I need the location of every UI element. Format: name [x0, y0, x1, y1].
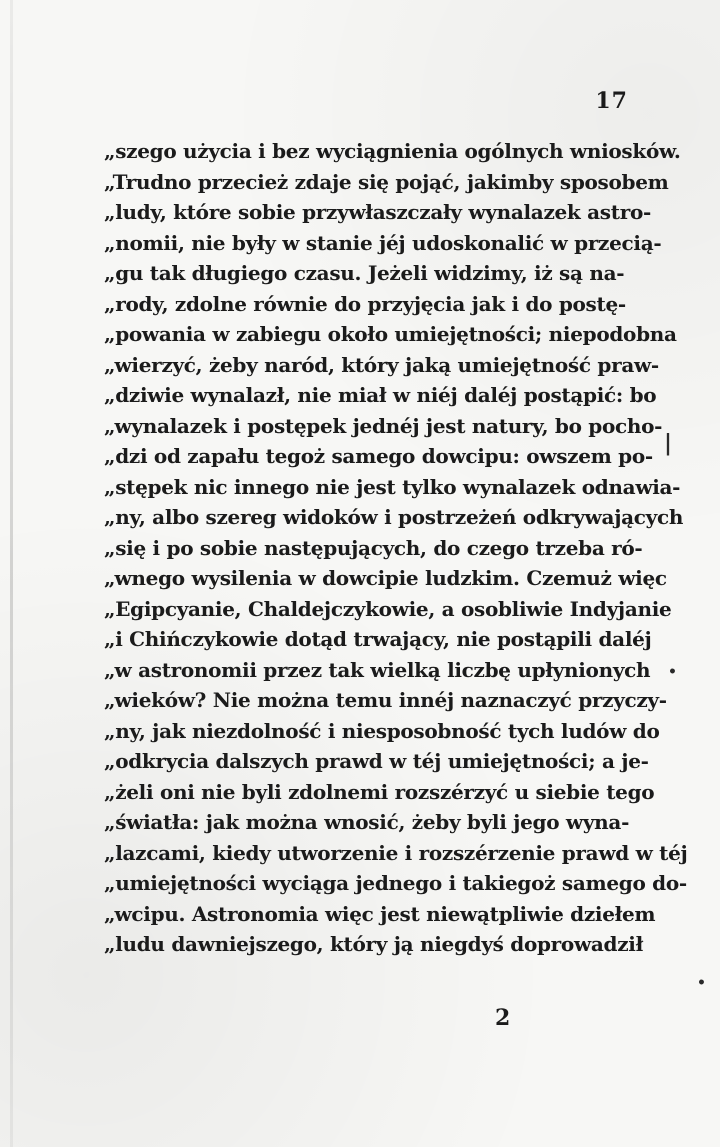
text-line: „Egipcyanie, Chaldejczykowie, a osobliwie Indyjanie [104, 596, 672, 621]
text-line: „wieków? Nie można temu innéj naznaczyć przyczy- [104, 688, 667, 712]
page-binding-edge [10, 0, 13, 1147]
text-line: „ludy, które sobie przywłaszczały wynalazek astro- [104, 200, 651, 224]
text-line: „umiejętności wyciąga jednego i takiegoż samego do- [104, 871, 687, 895]
text-line: „nomii, nie były w stanie jéj udoskonalić w przecią- [104, 230, 662, 255]
body-text [104, 136, 688, 960]
text-line: „dzi od zapału tegoż samego dowcipu: owszem po- [104, 444, 653, 468]
text-line: „stępek nic innego nie jest tylko wynalazek odnawia- [104, 474, 681, 499]
text-line: „powania w zabiegu około umiejętności; niepodobna [104, 322, 677, 346]
text-line: „światła: jak można wnosić, żeby byli jego wyna- [104, 810, 630, 834]
text-line: „odkrycia dalszych prawd w téj umiejętności; a je- [104, 749, 649, 773]
text-line: „wcipu. Astronomia więc jest niewątpliwie dziełem [104, 901, 656, 926]
text-line: „ny, albo szereg widoków i postrzeżeń odkrywających [104, 505, 684, 529]
page-number: 17 [595, 88, 628, 114]
margin-dot-mark: • [697, 975, 706, 991]
text-line: „rody, zdolne równie do przyjęcia jak i do postę- [104, 291, 626, 316]
text-line: „wierzyć, żeby naród, który jaką umiejętność praw- [104, 352, 659, 377]
text-line: „ny, jak niezdolność i niesposobność tych ludów do [104, 718, 660, 743]
text-line: „gu tak długiego czasu. Jeżeli widzimy, iż są na- [104, 261, 625, 285]
text-line: „się i po sobie następujących, do czego trzeba ró- [104, 535, 643, 560]
text-line: „dziwie wynalazł, nie miał w niéj daléj postąpić: bo [104, 383, 657, 407]
text-line: „ludu dawniejszego, który ją niegdyś doprowadził [104, 932, 643, 956]
text-line: „lazcami, kiedy utworzenie i rozszérzenie prawd w téj [104, 840, 688, 865]
text-line: „wynalazek i postępek jednéj jest natury, bo pocho- [104, 413, 663, 438]
margin-dot-mark: • [668, 664, 677, 680]
text-line: „w astronomii przez tak wielką liczbę upłynionych [104, 657, 651, 682]
printer-signature-mark: 2 [495, 1005, 511, 1031]
text-line: „szego użycia i bez wyciągnienia ogólnych wniosków. [104, 139, 681, 163]
text-line: „i Chińczykowie dotąd trwający, nie postąpili daléj [104, 627, 652, 651]
text-line: „żeli oni nie byli zdolnemi rozszérzyć u siebie tego [104, 779, 655, 804]
text-line: „wnego wysilenia w dowcipie ludzkim. Czemuż więc [104, 566, 667, 590]
text-line: „Trudno przecież zdaje się pojąć, jakimby sposobem [104, 169, 669, 194]
margin-bracket-mark: | [664, 430, 673, 456]
